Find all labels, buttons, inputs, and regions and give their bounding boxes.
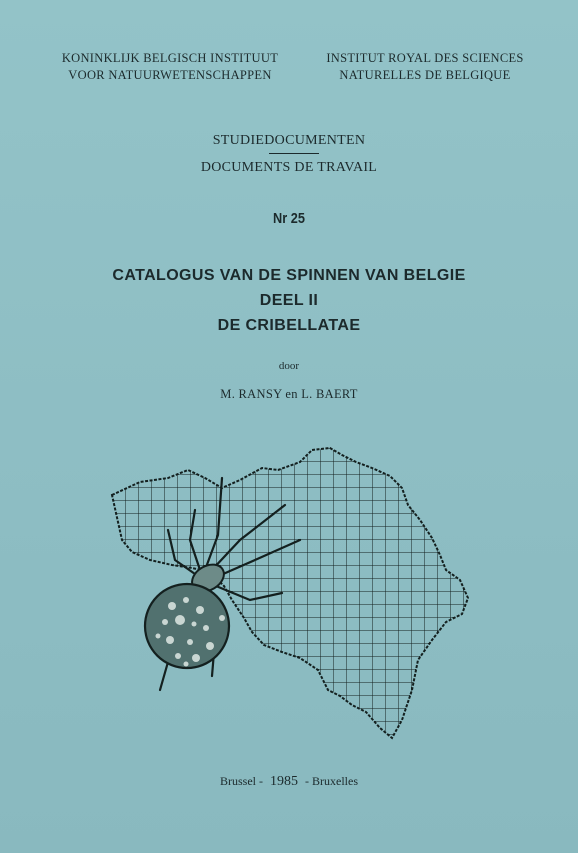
series-title-dutch: STUDIEDOCUMENTEN [212, 133, 366, 148]
institute-nl-line2: VOOR NATUURWETENSCHAPPEN [68, 68, 272, 82]
institute-fr-line1: INSTITUT ROYAL DES SCIENCES [326, 51, 524, 65]
city-dutch: Brussel - [220, 774, 263, 788]
title-line-1: CATALOGUS VAN DE SPINNEN VAN BELGIE [112, 267, 466, 284]
issue-number: Nr 25 [273, 210, 305, 227]
institute-fr-line2: NATURELLES DE BELGIQUE [339, 68, 511, 82]
authors: M. RANSY en L. BAERT [220, 387, 358, 401]
institute-nl-line1: KONINKLIJK BELGISCH INSTITUUT [61, 51, 279, 65]
publication-place-year [0, 774, 578, 790]
series-title-french: DOCUMENTS DE TRAVAIL [200, 160, 378, 175]
publication-year: 1985 [270, 774, 298, 789]
title-line-2: DEEL II [259, 292, 319, 309]
city-french: - Bruxelles [305, 774, 358, 788]
byline-door: door [278, 360, 300, 372]
title-line-3: DE CRIBELLATAE [217, 317, 361, 334]
